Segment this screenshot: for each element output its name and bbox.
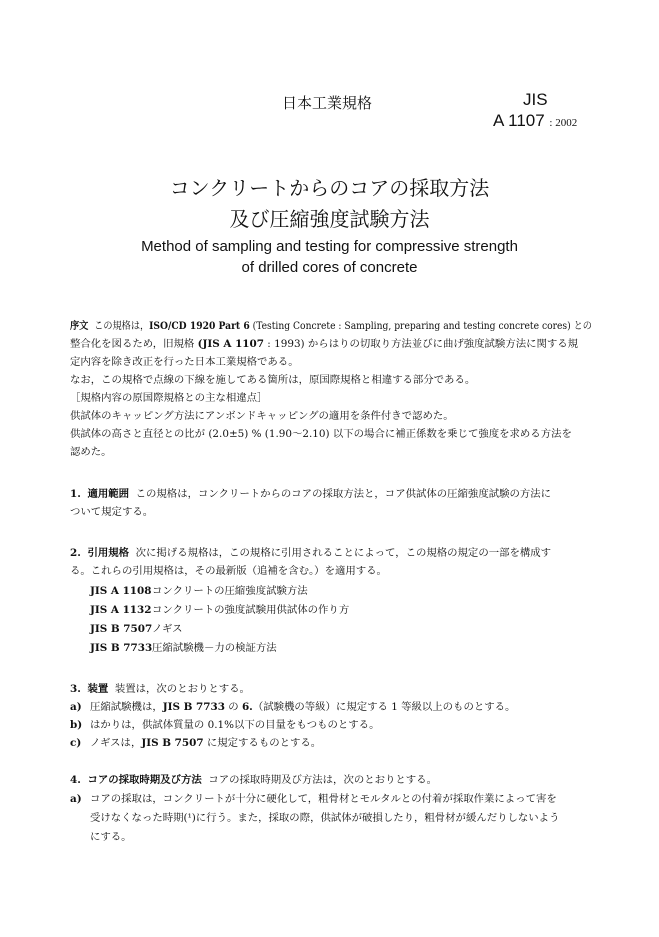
ref-item [90, 620, 183, 638]
item-clause: 6. [241, 701, 253, 713]
ref-title: コンクリートの圧縮強度試験方法 [152, 585, 308, 597]
section4-item-a-line3: にする。 [90, 831, 132, 843]
section3-heading: 装置 [87, 683, 109, 695]
section3-item-a [70, 698, 515, 716]
preface-line2-a: 整合化を図るため，旧規格 [70, 338, 198, 350]
section1-line2: ついて規定する。 [70, 506, 154, 518]
preface-differences-heading: ［規格内容の原国際規格との主な相違点］ [70, 392, 268, 404]
title-en-line1: Method of sampling and testing for compressive strength [141, 238, 518, 255]
item-code: JIS B 7733 [162, 701, 225, 713]
item-text: の [224, 701, 242, 713]
section2-line1 [70, 544, 551, 562]
preface-difference-1: 供試体のキャッピング方法にアンボンドキャッピングの適用を条件付きで認めた。 [70, 410, 454, 422]
section4-heading: コアの採取時期及び方法 [87, 774, 202, 786]
ref-item [90, 639, 277, 657]
item-text: ノギスは， [90, 737, 142, 749]
standard-code: A 1107 [493, 111, 545, 130]
section3-number: 3. [70, 683, 81, 695]
jis-label: JIS [523, 90, 548, 109]
section2-line2: る。これらの引用規格は，その最新版（追補を含む。）を適用する。 [70, 565, 387, 577]
preface-line1 [70, 317, 592, 335]
section2-heading: 引用規格 [87, 547, 130, 559]
preface-line2-c: : 1993) からはりの切取り方法並びに曲げ強度試験方法に関する規 [264, 338, 579, 350]
item-label: b) [70, 719, 83, 731]
item-text: （試験機の等級）に規定する 1 等級以上のものとする。 [252, 701, 516, 713]
section3-line1 [70, 680, 250, 698]
item-label: a) [70, 793, 82, 805]
ref-item [90, 582, 308, 600]
title-ja-line2: 及び圧縮強度試験方法 [229, 207, 430, 231]
item-label: c) [70, 737, 82, 749]
ref-title: 圧縮試験機－力の検証方法 [152, 642, 277, 654]
section4-item-a-line2: 受けなくなった時期(¹)に行う。また，採取の際，供試体が破損したり，粗骨材が緩んだりしないよう [90, 812, 560, 824]
section1-text: この規格は，コンクリートからのコアの採取方法と，コア供試体の圧縮強度試験の方法に [135, 488, 552, 500]
section4-item-a [70, 790, 557, 808]
standard-number [493, 111, 577, 131]
standard-year: : 2002 [549, 117, 578, 129]
section1-number: 1. [70, 488, 81, 500]
ref-title: ノギス [152, 623, 183, 635]
ref-code: JIS A 1132 [90, 604, 152, 616]
preface-note: なお，この規格で点線の下線を施してある箇所は，原国際規格と相違する部分である。 [70, 374, 476, 386]
section4-number: 4. [70, 774, 81, 786]
section3-intro: 装置は，次のとおりとする。 [114, 683, 250, 695]
ref-code: JIS B 7507 [90, 623, 153, 635]
section1-heading: 適用範囲 [87, 488, 130, 500]
section4-line1 [70, 771, 437, 789]
ref-code: JIS B 7733 [90, 642, 153, 654]
section2-number: 2. [70, 547, 81, 559]
preface-text-a: この規格は， [94, 320, 150, 332]
section1-line1 [70, 485, 551, 503]
standard-category: 日本工業規格 [282, 94, 373, 112]
item-text: に規定するものとする。 [203, 737, 322, 749]
ref-code: JIS A 1108 [90, 585, 152, 597]
ref-title: コンクリートの強度試験用供試体の作り方 [152, 604, 350, 616]
section4-intro: コアの採取時期及び方法は，次のとおりとする。 [208, 774, 437, 786]
title-en-line2: of drilled cores of concrete [241, 259, 418, 276]
section3-item-c [70, 734, 321, 752]
preface-old-jis: (JIS A 1107 [197, 338, 264, 350]
preface-heading: 序文 [70, 320, 89, 332]
preface-difference-2-line1: 供試体の高さと直径との比が (2.0±5) % (1.90～2.10) 以下の場合に補正係数を乗じて強度を求める方法を [70, 428, 572, 440]
item-text: はかりは，供試体質量の 0.1%以下の目量をもつものとする。 [90, 719, 380, 731]
preface-iso-ref: ISO/CD 1920 Part 6 [149, 320, 250, 332]
section3-item-b [70, 716, 379, 734]
section2-text: 次に掲げる規格は，この規格に引用されることによって，この規格の規定の一部を構成す [135, 547, 552, 559]
item-text: コアの採取は，コンクリートが十分に硬化して，粗骨材とモルタルとの付着が採取作業によって害を [90, 793, 557, 805]
ref-item [90, 601, 349, 619]
item-code: JIS B 7507 [141, 737, 204, 749]
preface-difference-2-line2: 認めた。 [70, 446, 112, 458]
item-label: a) [70, 701, 82, 713]
title-ja-line1: コンクリートからのコアの採取方法 [169, 176, 490, 200]
preface-line2 [70, 335, 578, 353]
preface-text-c: (Testing Concrete : Sampling, preparing and testing concrete cores) との [249, 320, 592, 332]
preface-line3: 定内容を除き改正を行った日本工業規格である。 [70, 356, 299, 368]
item-text: 圧縮試験機は， [90, 701, 163, 713]
